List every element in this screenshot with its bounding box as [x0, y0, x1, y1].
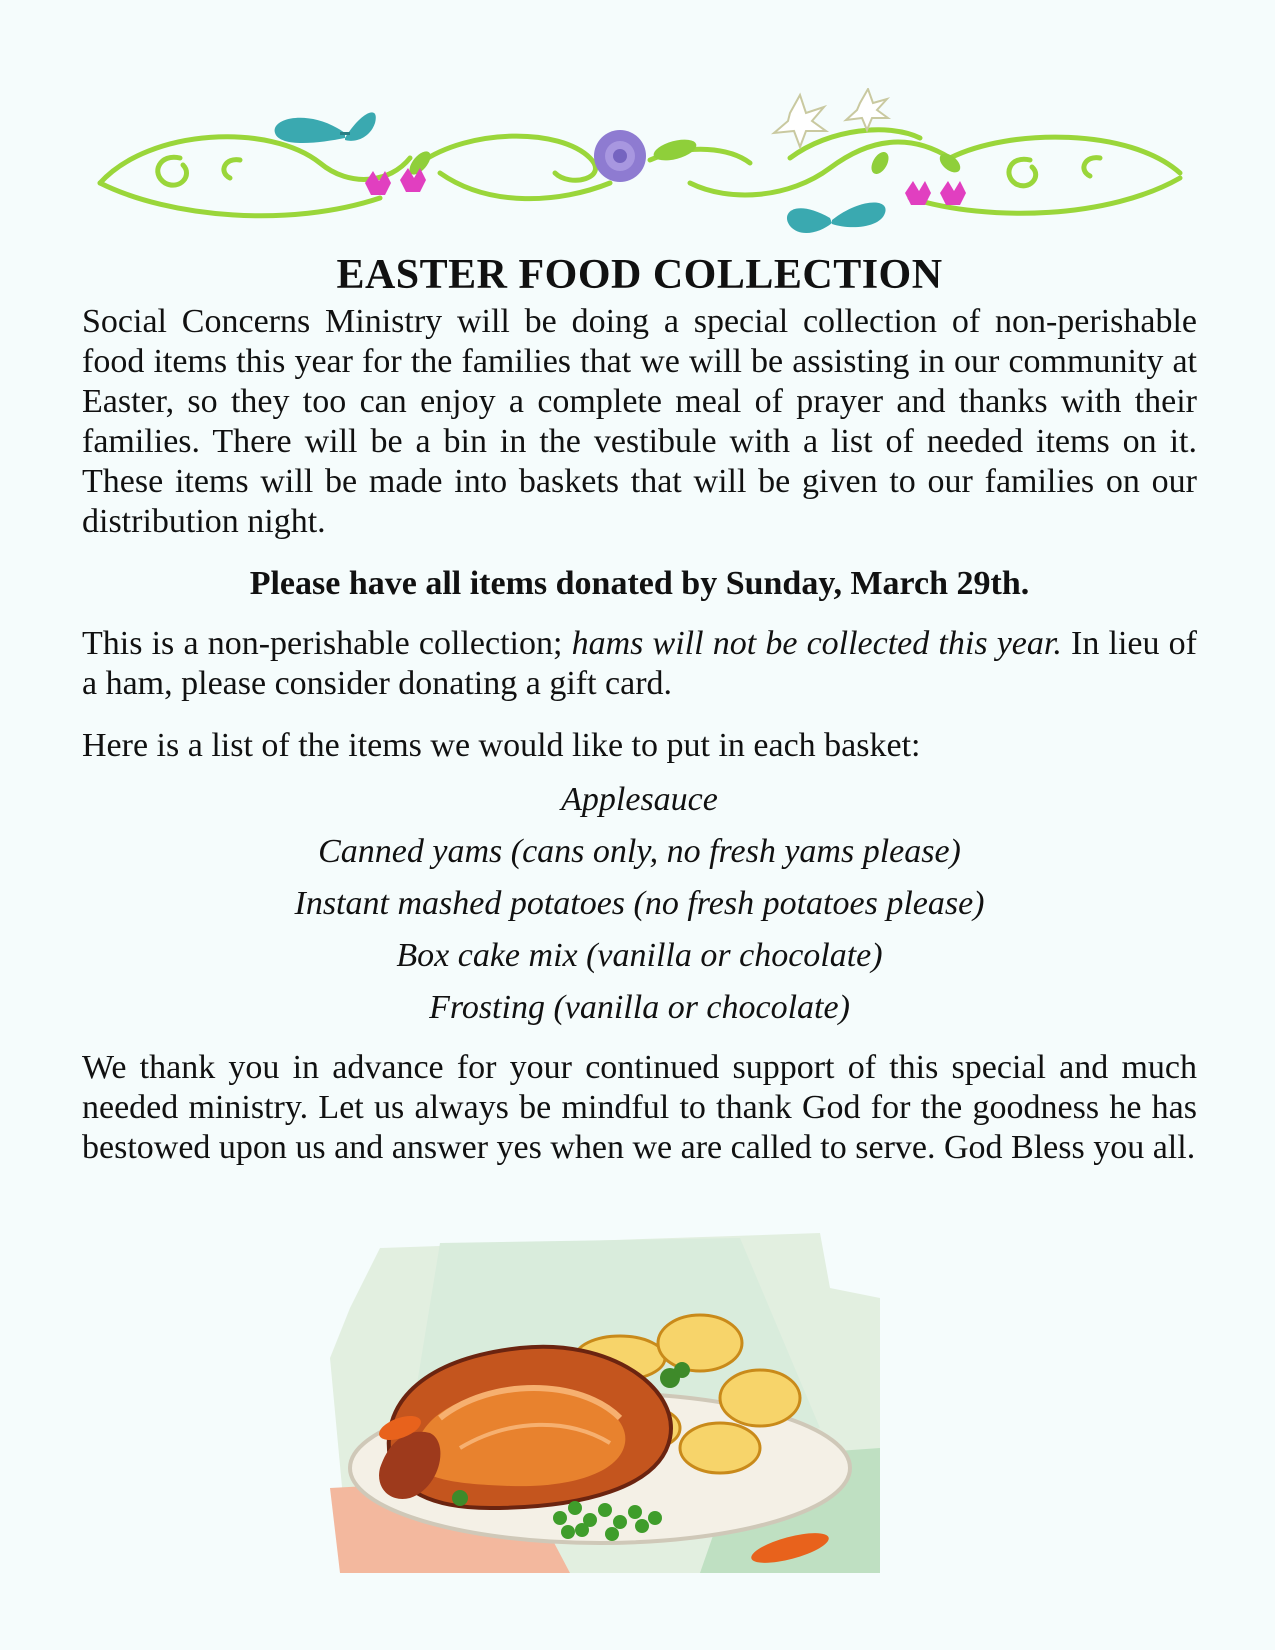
basket-items-list — [82, 774, 1197, 1034]
list-item: Box cake mix (vanilla or chocolate) — [396, 937, 883, 974]
butterfly-icon — [787, 203, 886, 234]
collection-note-rest: In lieu of a ham, please consider donating a gift card. — [82, 625, 1197, 702]
list-item: Frosting (vanilla or chocolate) — [429, 989, 850, 1026]
list-intro: Here is a list of the items we would like to put in each basket: — [82, 727, 921, 764]
intro-paragraph: Social Concerns Ministry will be doing a special collection of non-perishable food items this year for the families that we will be assisting in our community at Easter, so they too can enjoy a complete meal of prayer and thanks with their families. There will be a bin in the vestibule with a list of needed items on it. These items will be made into baskets that will be given to our families on our distribution night. — [82, 303, 1197, 540]
collection-note-emphasis: hams will not be collected this year. — [571, 625, 1062, 662]
page-title: EASTER FOOD COLLECTION — [336, 252, 943, 298]
roast-ham-platter-icon — [320, 1228, 920, 1573]
floral-vine-banner-icon — [90, 88, 1190, 248]
list-item: Canned yams (cans only, no fresh yams please) — [318, 833, 961, 870]
list-item: Instant mashed potatoes (no fresh potatoes please) — [294, 885, 985, 922]
deadline-notice: Please have all items donated by Sunday, March 29th. — [249, 565, 1030, 602]
tulip-icon — [905, 181, 966, 205]
rose-icon — [594, 130, 646, 182]
collection-note-lead: This is a non-perishable collection; — [82, 625, 572, 662]
thanks-paragraph: We thank you in advance for your continued support of this special and much needed ministry. Let us always be mindful to thank God for the goodness he has bestowed upon us and answer yes when we are called to serve. God Bless you all. — [82, 1049, 1197, 1166]
butterfly-icon — [275, 112, 376, 143]
collection-note — [82, 624, 1197, 704]
list-item: Applesauce — [561, 781, 718, 818]
